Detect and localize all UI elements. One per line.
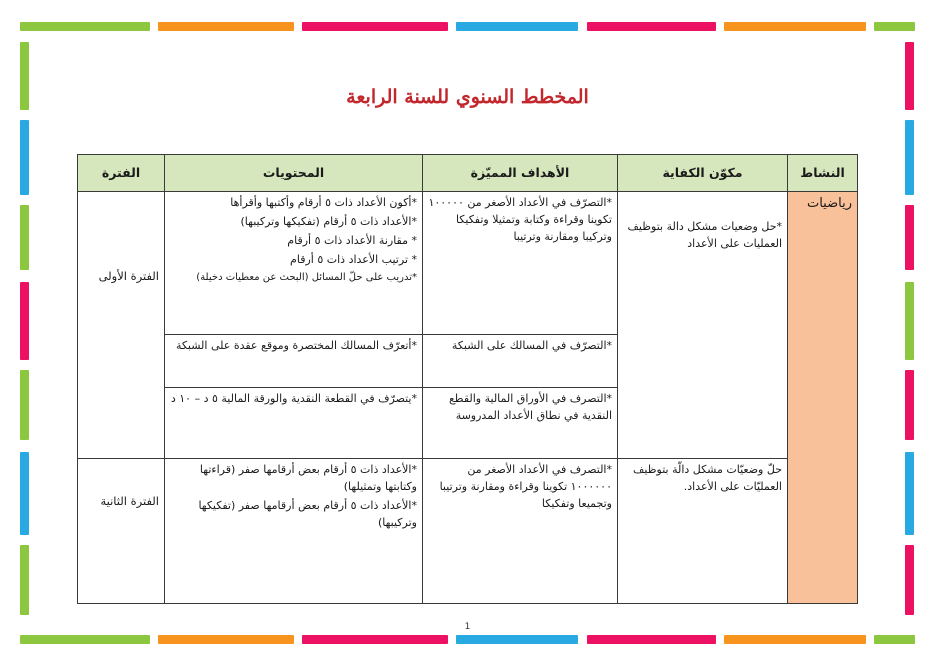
header-contents: المحتويات (165, 155, 423, 192)
content-item: *الأعداد ذات ٥ أرقام (تفكيكها وتركيبها) (240, 215, 417, 229)
content-item: * مقارنة الأعداد ذات ٥ أرقام (287, 234, 417, 248)
frame-segment (905, 545, 914, 615)
header-period: الفترة (78, 155, 165, 192)
table-header-row (78, 155, 858, 192)
frame-segment (20, 205, 29, 270)
objective-cell: *التصرف في الأوراق المالية والقطع النقدية في نطاق الأعداد المدروسة (423, 388, 618, 459)
content-item: *الأعداد ذات ٥ أرقام بعض أرقامها صفر (تفكيكها وتركيبها) (198, 499, 417, 530)
competence-cell-period2: حلّ وضعيّات مشكل دالّة بتوظيف العمليّات على الأعداد. (618, 459, 788, 604)
frame-segment (20, 635, 150, 644)
contents-cell (165, 192, 423, 335)
frame-segment (302, 635, 448, 644)
annual-plan-table (77, 154, 858, 604)
contents-cell (165, 459, 423, 604)
frame-segment (20, 282, 29, 360)
frame-segment (20, 370, 29, 440)
frame-segment (20, 545, 29, 615)
header-activity: النشاط (788, 155, 858, 192)
frame-segment (456, 635, 578, 644)
content-item: *يتصرّف في القطعة النقدية والورقة المالية ٥ د – ١٠ د (170, 392, 417, 405)
page-number: 1 (464, 622, 471, 632)
content-item: *تدريب على حلّ المسائل (البحث عن معطيات دخيلة) (196, 272, 417, 284)
content-item: * ترتيب الأعداد ذات ٥ أرقام (290, 253, 417, 267)
frame-segment (905, 205, 914, 270)
contents-cell (165, 335, 423, 388)
frame-segment (456, 22, 578, 31)
frame-segment (724, 635, 866, 644)
header-competence: مكوّن الكفاية (618, 155, 788, 192)
frame-segment (587, 22, 716, 31)
frame-segment (874, 22, 915, 31)
period-cell-2: الفترة الثانية (78, 459, 165, 604)
content-item: *الأعداد ذات ٥ أرقام بعض أرقامها صفر (قراءتها وكتابتها وتمثيلها) (199, 463, 417, 494)
table-row (78, 192, 858, 335)
frame-segment (724, 22, 866, 31)
frame-segment (302, 22, 448, 31)
frame-segment (20, 22, 150, 31)
frame-segment (905, 120, 914, 195)
objective-cell: *التصرف في الأعداد الأصغر من ١٠٠٠٠٠٠ تكوينا وقراءة ومقارنة وترتيبا وتجميعا وتفكيكا (423, 459, 618, 604)
contents-cell (165, 388, 423, 459)
frame-segment (905, 282, 914, 360)
period-cell-1: الفترة الأولى (78, 192, 165, 459)
frame-segment (20, 120, 29, 195)
objective-cell: *التصرّف في الأعداد الأصغر من ١٠٠٠٠٠ تكوينا وقراءة وكتابة وتمثيلا وتفكيكا وتركيبا ومقارنة وترتيبا (423, 192, 618, 335)
frame-segment (158, 635, 294, 644)
table-row (78, 459, 858, 604)
activity-cell: رياضيات (788, 192, 858, 604)
header-objectives: الأهداف المميّزة (423, 155, 618, 192)
objective-cell: *التصرّف في المسالك على الشبكة (423, 335, 618, 388)
frame-segment (158, 22, 294, 31)
page-title: المخطط السنوي للسنة الرابعة (346, 86, 589, 108)
frame-segment (874, 635, 915, 644)
competence-cell-period1: *حل وضعيات مشكل دالة بتوظيف العمليات على الأعداد (618, 192, 788, 459)
frame-segment (905, 370, 914, 440)
content-item: *أكون الأعداد ذات ٥ أرقام وأكتبها وأقرأها (230, 196, 417, 209)
frame-segment (587, 635, 716, 644)
content-item: *أتعرّف المسالك المختصرة وموقع عقدة على الشبكة (175, 339, 417, 352)
frame-segment (905, 452, 914, 535)
frame-segment (20, 452, 29, 535)
